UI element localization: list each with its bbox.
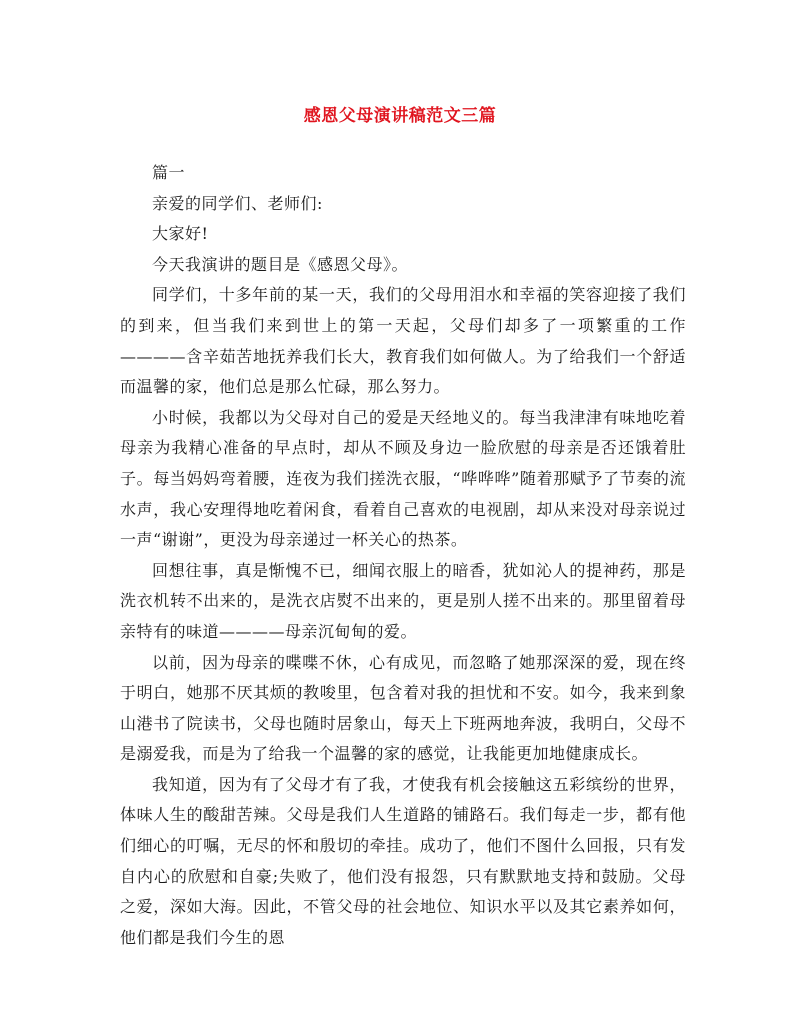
paragraph: 以前，因为母亲的喋喋不休，心有成见，而忽略了她那深深的爱，现在终于明白，她那不厌其烦的教唆里，包含着对我的担忧和不安。如今，我来到象山港书了院读书，父母也随时居象山，每天上下班两地奔波，我明白，父母不是溺爱我，而是为了给我一个温馨的家的感觉，让我能更加地健康成长。 — [120, 652, 686, 764]
paragraph: 同学们，十多年前的某一天，我们的父母用泪水和幸福的笑容迎接了我们的到来，但当我们来到世上的第一天起，父母们却多了一项繁重的工作————含辛茹苦地抚养我们长大，教育我们如何做人。为了给我们一个舒适而温馨的家，他们总是那么忙碌，那么努力。 — [120, 285, 686, 397]
section-heading: 篇一 — [152, 163, 186, 182]
greeting: 大家好! — [152, 224, 209, 244]
document-body — [120, 158, 686, 953]
document-title: 感恩父母演讲稿范文三篇 — [303, 106, 497, 126]
topic-line: 今天我演讲的题目是《感恩父母》。 — [152, 254, 409, 274]
salutation: 亲爱的同学们、老师们: — [152, 193, 323, 213]
paragraph: 我知道，因为有了父母才有了我，才使我有机会接触这五彩缤纷的世界，体味人生的酸甜苦辣。父母是我们人生道路的铺路石。我们每走一步，都有他们细心的叮嘱，无尽的怀和殷切的牵挂。成功了，他们不图什么回报，只有发自内心的欣慰和自豪;失败了，他们没有报怨，只有默默地支持和鼓励。父母之爱，深如大海。因此，不管父母的社会地位、知识水平以及其它素养如何，他们都是我们今生的恩 — [120, 774, 686, 947]
paragraph: 小时候，我都以为父母对自己的爱是天经地义的。每当我津津有味地吃着母亲为我精心准备的早点时，却从不顾及身边一脸欣慰的母亲是否还饿着肚子。每当妈妈弯着腰，连夜为我们搓洗衣服，“哗哗哗”随着那赋予了节奏的流水声，我心安理得地吃着闲食，看着自己喜欢的电视剧，却从来没对母亲说过一声“谢谢”，更没为母亲递过一杯关心的热茶。 — [120, 407, 686, 550]
paragraph: 回想往事，真是惭愧不已，细闻衣服上的暗香，犹如沁人的提神药，那是洗衣机转不出来的，是洗衣店熨不出来的，更是别人搓不出来的。那里留着母亲特有的味道————母亲沉甸甸的爱。 — [120, 560, 686, 641]
